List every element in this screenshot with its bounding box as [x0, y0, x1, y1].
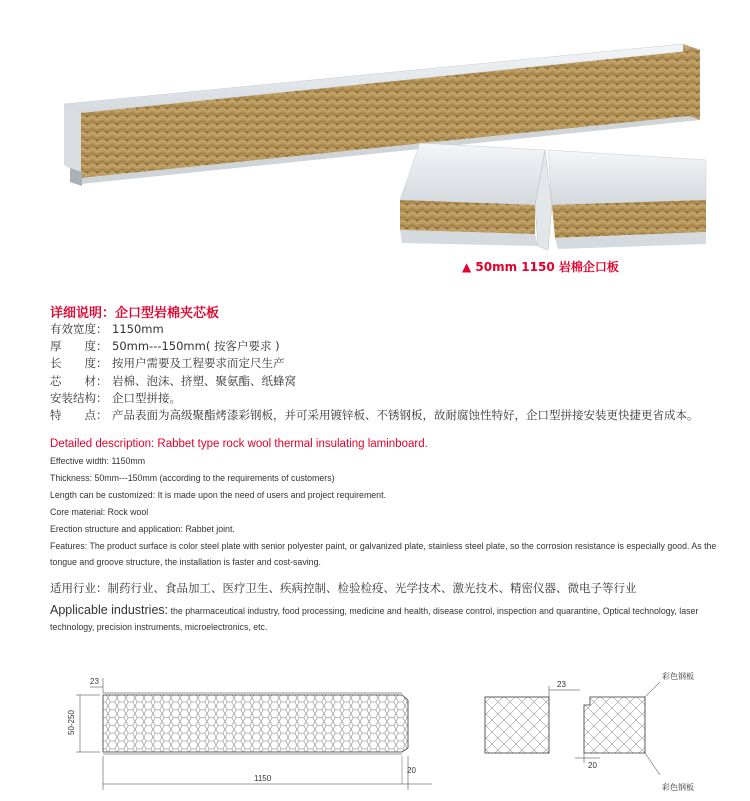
- dim-end-20: 20: [407, 766, 416, 775]
- cn-spec-value: 按用户需要及工程要求而定尺生产: [112, 356, 285, 371]
- product-photos: [0, 0, 750, 300]
- cn-spec-key: 有效宽度：: [50, 322, 108, 336]
- cn-spec-value: 企口型拼接。: [112, 390, 181, 405]
- industries-en-text: the pharmaceutical industry, food processing, medicine and health, disease control, inspection and quarantine, Optical technology, laser technology, precision instruments, microelectronics, etc.: [50, 606, 699, 632]
- cn-spec-key: 安装结构：: [50, 390, 108, 405]
- industries-en: [50, 602, 720, 635]
- en-description-title: Detailed description: Rabbet type rock wool thermal insulating laminboard.: [50, 438, 428, 450]
- dim-thickness: 50-250: [67, 710, 76, 735]
- en-spec-line: Erection structure and application: Rabbet joint.: [50, 524, 235, 534]
- cn-spec-value: 1150mm: [112, 322, 164, 336]
- cn-spec-key: 厚 度：: [50, 339, 108, 354]
- cn-spec-list: [50, 321, 740, 424]
- label-steel-bottom: 彩色钢板: [662, 783, 694, 792]
- cn-spec-key: 芯 材：: [50, 373, 108, 388]
- cn-description-title: 详细说明：企口型岩棉夹芯板: [50, 306, 220, 321]
- photo-caption: ▲ 50mm 1150 岩棉企口板: [462, 260, 619, 274]
- en-features-text: Features: The product surface is color steel plate with senior polyester paint, or galvanized plate, stainless steel plate, so the corrosion resistance is especially good. As the tongue and groove structure, the installation is faster and cost-saving.: [50, 541, 717, 567]
- cn-spec-row: [50, 355, 740, 372]
- dim-joint-23: 23: [557, 680, 566, 689]
- industries-cn: 适用行业：制药行业、食品加工、医疗卫生、疾病控制、检验检疫、光学技术、激光技术、精密仪器、微电子等行业: [50, 581, 637, 595]
- cn-spec-row: [50, 321, 740, 338]
- en-spec-line: Core material: Rock wool: [50, 507, 149, 517]
- en-spec-line: Effective width: 1150mm: [50, 456, 146, 466]
- dim-width-1150: 1150: [254, 774, 272, 783]
- cn-spec-key: 特 点：: [50, 408, 108, 423]
- industries-en-label: Applicable industries:: [50, 603, 169, 617]
- panel-section-drawing: [76, 678, 432, 790]
- cn-spec-value: 产品表面为高级聚酯烤漆彩钢板，并可采用镀锌板、不锈钢板，故耐腐蚀性特好，企口型拼接安装更快捷更省成本。: [112, 408, 699, 423]
- joint-section-drawing: [485, 682, 660, 775]
- en-spec-line: Thickness: 50mm---150mm (according to the requirements of customers): [50, 473, 335, 483]
- cn-spec-row: [50, 407, 740, 424]
- joint-photo: [400, 143, 706, 250]
- cn-spec-row: [50, 373, 740, 390]
- cn-spec-row: [50, 390, 740, 407]
- en-spec-list: [50, 453, 718, 570]
- dim-joint-20: 20: [588, 761, 597, 770]
- cn-spec-row: [50, 338, 740, 355]
- cn-spec-key: 长 度：: [50, 356, 108, 371]
- en-spec-line: Length can be customized: It is made upon the need of users and project requirement.: [50, 490, 386, 500]
- dim-top-23: 23: [90, 677, 99, 686]
- cn-spec-value: 岩棉、泡沫、挤塑、聚氨酯、纸蜂窝: [112, 373, 296, 388]
- cn-spec-value: 50mm---150mm( 按客户要求 ): [112, 339, 280, 354]
- label-steel-top: 彩色钢板: [662, 672, 694, 681]
